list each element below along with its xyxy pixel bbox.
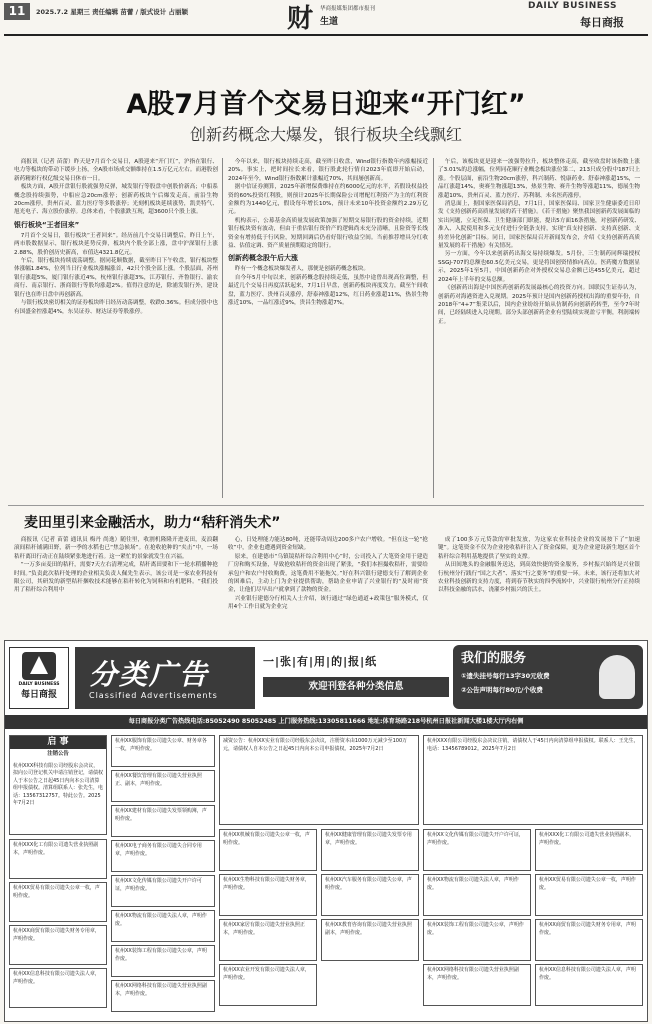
wide-ad (423, 735, 643, 825)
classified-ad-text: 杭州XX贸易有限公司遗失公章一枚，声明作废。 (539, 877, 636, 891)
classified-ad (219, 829, 317, 871)
service-box (453, 645, 643, 709)
section-glyph: 财 (287, 4, 314, 34)
mascot-icon (599, 655, 635, 699)
paragraph: 兴业银行建德分行相关人士介绍，该行通过“绿色通道+政策包”服务模式，仅用4个工作日就为企业完 (228, 595, 428, 611)
welcome-line: 欢迎刊登各种分类信息 (263, 677, 449, 697)
classified-ad-text: 杭州XX生物科技有限公司遗失财务章，声明作废。 (223, 877, 310, 891)
service-item: ②公告声明每行80元/个收费 (461, 686, 543, 694)
paragraph: 商报讯（记者 苗蕾）昨天是7月首个交易日，A股迎来“开门红”，沪指在银行、电力等板块的带动下缓步上扬，全A股市场成交额维持在1.5万亿元左右。而港股创新药精彩行权亿级交易日休市一日。 (14, 159, 218, 182)
dateline: 2025.7.2 星期三 责任编辑 苗蕾 / 版式设计 占丽颖 (36, 8, 189, 16)
masthead-cn: 每日商报 (580, 16, 624, 29)
classified-ad (9, 968, 107, 1008)
classified-ad (219, 964, 317, 1006)
column4-ads (321, 829, 419, 964)
paragraph: 板块方面，A股开盘银行股就强势反弹，城发银行等股盘中创股价新高；中船系概念股持续强势，中船应急20cm涨停；创新药板块午后爆发走高，前沿生物20cm涨停，贵州百灵、蓝力医疗等多股涨停；光刻机板块延续涨势，凯美特气、旭光电子、海立股份涨停。总体来看，个股涨跌互现，超3600只个股上涨。 (14, 184, 218, 216)
section-name: 生道 (320, 17, 339, 27)
classified-ad (111, 980, 215, 1012)
paragraph: 午后，银行板块持续震荡调整。据同花顺数据，截至昨日下午收盘，银行板块整体涨幅1.84%，位列当日行业板块涨幅涨首，42只个股全部上涨。个股层面，苏州银行涨超5%，厦门银行涨近4%，杭州银行涨超3%，江苏银行、齐鲁银行、渝农商行、南京银行、浙商银行等股均涨超2%。值得注意的是，除浦发银行外，建设银行也在昨日盘中再创新高。 (14, 258, 218, 298)
classified-banner (75, 647, 255, 709)
notice-title: 启 事 (10, 736, 106, 749)
service-title: 我们的服务 (461, 651, 527, 666)
classified-ad (9, 925, 107, 965)
classified-ad-text: 杭州XX餐饮管理有限公司遗失营业执照正、副本，声明作废。 (115, 773, 202, 787)
classified-ad-text: 杭州XX装饰工程有限公司遗失公章，声明作废。 (115, 948, 207, 962)
classified-ad-text: 杭州XX装饰工程有限公司遗失公章，声明作废。 (427, 922, 524, 936)
classified-ad (423, 964, 531, 1006)
classified-ad (423, 874, 531, 916)
story1-column-2 (228, 158, 428, 498)
classified-ad (111, 770, 215, 802)
header-rule (4, 34, 648, 36)
classified-ad-text: 杭州XX信息科技有限公司遗失法人章，声明作废。 (539, 967, 636, 981)
column6-ads (535, 829, 643, 1009)
classified-ad (535, 964, 643, 1006)
classified-ad-text: 杭州XX信息科技有限公司遗失法人章，声明作废。 (13, 971, 100, 985)
service-item: ①遗失挂号每行13字30元收费 (461, 672, 550, 680)
story-divider (8, 505, 644, 506)
notice-subtitle: 注销公告 (47, 751, 69, 757)
classified-ad-text: 杭州XX家居有限公司遗失营业执照正本，声明作废。 (223, 922, 305, 936)
logo-cn: 每日商报 (20, 690, 57, 700)
classified-ad (111, 735, 215, 767)
story2-column-2 (228, 536, 428, 636)
notice-text: 杭州XXX科技有限公司经股东会决议，拟向公司登记机关申请注销登记，请债权人于本公告之日起45日内向本公司清算组申报债权。清算组联系人：张先生，电话：13567312757。特此公告。2025年7月2日 (13, 762, 104, 806)
paragraph: 商报讯（记者 苗蕾 通讯员 梅丹 尚逸）随往里，收割机隆隆开进麦田，麦浪翻滚间秸秆铺满田野，新一季的水稻也已“焦急候场”。在抢收抢种的“夹击”中，一场秸秆离田行动正在陆续紧张地进行着。这一紧忙的景象就发生在兴福。 (14, 537, 218, 560)
classified-ad-text: 杭州XX商贸有限公司遗失财务专用章，声明作废。 (539, 922, 636, 936)
classified-ad-text: 杭州XX贸易有限公司遗失公章一枚，声明作废。 (13, 885, 100, 899)
classified-ad (219, 874, 317, 916)
classified-ad (321, 874, 419, 916)
middle-ads (111, 735, 215, 1015)
notice-block (9, 735, 107, 835)
wide-ad-text: 杭州XXX有限公司经股东会决议注销，请债权人于45日内向清算组申报债权。联系人：王先生，电话：13456789012。2025年7月2日 (427, 738, 639, 752)
subheading: 创新药概念股午后大涨 (228, 254, 298, 263)
classified-ad (111, 875, 215, 907)
logo-en: DAILY BUSINESS (18, 682, 60, 687)
paragraph: 《创新药出海是中国医药创新药发展最核心的投资方向。国联民生证券认为，创新药对海港资进入兑现期。2025年预计是国内创新药授权出海的重要年份，自2018年“4+7”集采以后，国内企业纷纷开始从仿制药向创新药转型，至今7年时间，已经陆续进入兑现期。部分头部创新药企业有望陆续实现盈亏平衡，利润端转正。 (438, 285, 640, 325)
classified-ad-text: 杭州XX商贸有限公司遗失财务专用章，声明作废。 (13, 928, 100, 942)
headline-deck: 创新药概念大爆发，银行板块全线飘红 (189, 125, 462, 144)
paragraph: 7月首个交易日，银行板块“王者回来”。经历前几个交易日调整后，昨日上午，两市股数据显示，银行板块延势反弹，板块内个股全部上涨，盘中沪深银行上涨2.88%，股价创历史新高，市值达4321.8亿元。 (14, 232, 218, 256)
classified-ad (535, 874, 643, 916)
paragraph: 从田间地头的金融服务送达，到高效快捷的资金服务，乡村振兴始终是兴业银行杭州分行践行“国之大者”、落实“行之要务”的重要一环。未来，该行还将加大对农业科技创新的支持力度，将到春节秋实的四季流转中，兴业银行杭州分行正持续以科技金融的活水，浇灌乡村振兴的沃土。 (438, 562, 640, 594)
classified-ad (321, 919, 419, 961)
main-headline: A股7月首个交易日迎来“开门红” (126, 89, 526, 120)
classified-ad (111, 945, 215, 977)
story2-headline: 麦田里引来金融活水，助力“秸秆消失术” (24, 515, 281, 531)
column-divider (433, 158, 434, 498)
classified-ad (535, 919, 643, 961)
paragraph: 昨有一个概念板块爆发者人，那便是创新药概念板块。 (234, 266, 369, 273)
classified-ad-text: 杭州XX机械有限公司遗失公章一枚，声明作废。 (223, 832, 310, 846)
page-number: 11 (4, 3, 30, 20)
wide-ad-text: 减资公告：杭州XX实业有限公司经股东会决议，注册资本由1000万元减少至100万元，请债权人自本公告之日起45日内向本公司申报债权。2025年7月2日 (223, 738, 408, 752)
banner-cn: 分类广告 (89, 658, 210, 691)
classified-ad-text: 杭州XX物流有限公司遗失法人章，声明作废。 (427, 877, 519, 891)
classified-ad-text: 杭州XX教育咨询有限公司遗失营业执照副本，声明作废。 (325, 922, 412, 936)
paragraph: 午后，该板块更是迎来一波强势拉升，板块整体走高，截至收盘时该指数上涨了3.01%的总涨幅，位列同花顺行业概念板块涨位第二，213只成分股中187只上涨。个股层面，前沿生物20cm涨停，科兴制药、悦康药业、舒泰神涨超15%，一品红涨超14%，奥赛生物涨超13%，热景生物、赛升生物等涨超11%，德展生物涨超10%，贵州百灵、蓝力医疗、苏利制、未名医药涨停。 (438, 159, 640, 199)
classified-ad-text: 杭州XXX化工有限公司遗失营业执照副本，声明作废。 (13, 842, 99, 856)
subheading: 银行板块“王者回来” (14, 220, 80, 229)
classified-ad (423, 919, 531, 961)
paragraph: 另一方面，今年以来创新药出海交易持续爆发。5月份，三生制药同辉瑞授权SSGJ-707的总额也60.5亿美元交易，更是将国创资情推向高点。医药魔方数据显示，2025年1至5月，中国创新药企对外授权交易总金额已达455亿美元，超过2024年上半年的交易总额。 (438, 251, 640, 283)
paragraph: 原来，在建德市“乌镇镜秸秆综合利用中心”时，公司投入了大笔资金用于建造厂房和购买设备，导致抢收秸秆的资金出现了紧张，“我们本担撮收秸秆，需要给承包户和农户付收购费，这笔费用不能拖欠。”好在科兴银行建德支行了解到企业的困难后，主动上门为企业提供帮助，帮助企业申请了兴业银行的“及时雨”资金，让他们尽早出户就拿到了款物的资金。 (228, 553, 428, 594)
column3-ads (219, 829, 317, 1009)
story2-column-1 (14, 536, 218, 636)
classified-ad (111, 910, 215, 942)
story1-column-1 (14, 158, 218, 498)
classified-ad-text: 杭州XX健康管理有限公司遗失发票专用章，声明作废。 (325, 832, 412, 846)
classified-ad (535, 829, 643, 871)
classified-ad-text: 杭州XX物流有限公司遗失法人章，声明作废。 (115, 913, 207, 927)
paragraph: 机构表示，公募基金高质量发展政策加强了短期交易银行股的资金持续，近期银行板块资有波动，但由于重估银行资价产的逻辑尚未充分清晰，且险资等长线资金有增持低于行风险，短期回调后仍看好银行收益空间。当前推荐增具分红收益、估值定调、资产质量预期稳定的银行。 (228, 217, 428, 250)
classified-logo (9, 647, 69, 709)
classified-ad-text: 杭州XX文化传媒有限公司遗失开户许可证，声明作废。 (427, 832, 524, 846)
classified-ad-text: 杭州XX服饰有限公司遗失公章、财务章各一枚，声明作废。 (115, 738, 207, 752)
classified-ad-text: 杭州XX建材有限公司遗失发票领购簿，声明作废。 (115, 808, 207, 822)
classified-ad-text: 杭州XX文化传媒有限公司遗失开户许可证，声明作废。 (115, 878, 202, 892)
classified-ad-text: 杭州XXX化工有限公司遗失营业执照副本，声明作废。 (539, 832, 635, 846)
left-ads (9, 839, 107, 1011)
paragraph: 今年以来，银行板块持续走高，截至昨日收盘，Wind银行指数年内涨幅接近20%。事实上，把时间拉长来看，银行股此轮行情自2023年底即开始启动，2024年至今，Wind银行指数累计涨幅近70%，其间屡创新高。 (228, 159, 428, 182)
paragraph: 自今年5月中旬以来，创新药概念股持续走低，虽然中途曾出现高位调整，但最近几个交易日再度活跃起来，7月1日早盘，创新药板块再度发力，截至午间收盘，蓝力医疗、贵州百灵涨停，舒泰神涨超12%，红日药业涨超11%，热景生物涨近10%，一品红涨近9%，贵昌生物涨超7%。 (228, 274, 428, 307)
paragraph: “一万多亩麦田的秸秆，需要7天左右清理完成，秸秆离田要和下一轮水稻播种抢时间。”负责此次秸秆处理的企业相关负责人佩先生表示，该公司是一家农业科技有限公司，其研发的新型秸秆捆收技术能够在秸秆转化为饲料和有机肥料。“我们投用了秸秆综合利用中 (14, 562, 218, 594)
slogan: 一|张|有|用|的|报|纸 (263, 655, 378, 668)
logo-mark-icon (22, 652, 56, 680)
paragraph: 消息面上，据国家医保局消息，7月1日，国家医保局、国家卫生健康委近日印发《支持创新药高质量发展的若干措施》。《若干措施》聚焦我国创新药发展面临的实出问题，立足医保、卫生健康部门职能，提出5方面16条措施，对创新药研发、准入、入院使用和多元支付进行全链条支持，实现“真支持创新、支持真创新、支持差异化创新”目标。同日，国家医保局召开新闻发布会，介绍《支持创新药高质量发展的若干措施》有关情况。 (438, 201, 640, 250)
column5-ads (423, 829, 531, 1009)
classified-ad (423, 829, 531, 871)
classified-ad (9, 839, 107, 879)
wide-ad (219, 735, 419, 825)
classified-section (4, 640, 648, 1022)
classified-ad-text: 杭州XX农业开发有限公司遗失法人章，声明作废。 (223, 967, 310, 981)
paragraph: 成了100多万元贷款的审批发放，为这家农业科技企业的发展按下了“加速键”。这笔资金不仅为企业抢收秸秆注入了资金保障，更为企业建设新生地区首个秸秆综合利用基地提供了坚实的支撑。 (438, 537, 640, 560)
classified-ad (321, 829, 419, 871)
column-divider (222, 158, 223, 498)
classified-ad (111, 805, 215, 837)
paragraph: 与银行板块密切相关的证券板块昨日经历动荡调整，收跌0.36%。但成分股中也有国盛金控涨超4%，东吴证券、财达证券等股涨停。 (14, 300, 218, 315)
group-line: 华商报媒集团都市报刊 (320, 6, 376, 12)
classified-ad (9, 882, 107, 922)
classified-ad-text: 杭州XX网络科技有限公司遗失营业执照副本，声明作废。 (427, 967, 519, 981)
classified-ad-text: 杭州XX电子商务有限公司遗失合同专用章，声明作废。 (115, 843, 202, 857)
paragraph: 心，日处理能力能达80吨，还能带动周边200多户农户增收。“但在这一轮“抢收”中，企业也遭遇到资金短缺。 (228, 537, 428, 552)
classified-ad (111, 840, 215, 872)
masthead-en: DAILY BUSINESS (528, 1, 618, 11)
paragraph: 据中信证券测算，2025年新增保费维持在约6000亿元的水平，若假设权益投资的60%投资红利股，则预计2025年长期保险公司增配红利资产为主的红利资金额约为1440亿元，假设每年增长10%，预计未来10年投资金额约2.29万亿元。 (228, 184, 428, 216)
classified-ad-text: 杭州XX网络科技有限公司遗失营业执照副本，声明作废。 (115, 983, 207, 997)
banner-en: Classified Advertisements (89, 691, 218, 700)
classified-ad-text: 杭州XX汽车服务有限公司遗失公章，声明作废。 (325, 877, 412, 891)
hotline-bar: 每日商报分类广告热线电话:85052490 85052485 上门服务热线:13305811666 地址:体育场路218号杭州日报社新闻大楼1楼大厅内右侧 (5, 715, 647, 729)
story1-column-3 (438, 158, 640, 498)
classified-ad (219, 919, 317, 961)
story2-column-3 (438, 536, 640, 636)
